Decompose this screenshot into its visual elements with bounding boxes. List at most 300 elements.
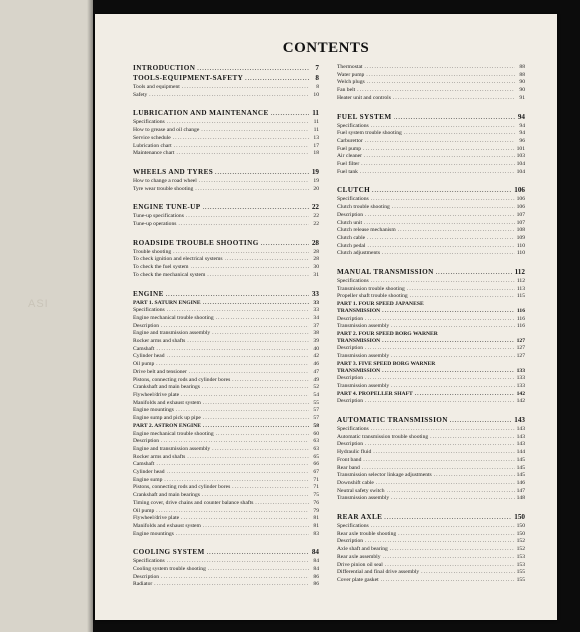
toc-entry-title: Engine mountings xyxy=(133,530,174,537)
toc-entry xyxy=(337,243,525,251)
toc-page-number: 133 xyxy=(516,375,525,382)
toc-leader-dots xyxy=(390,546,515,554)
toc-page-number: 63 xyxy=(313,445,319,452)
toc-entry-title: ENGINE TUNE-UP xyxy=(133,203,201,212)
toc-entry xyxy=(337,523,525,531)
toc-page-number: 60 xyxy=(313,430,319,437)
toc-leader-dots xyxy=(387,488,515,496)
toc-entry xyxy=(133,369,319,377)
toc-entry xyxy=(133,127,319,135)
toc-section xyxy=(133,109,319,158)
toc-entry xyxy=(133,330,319,338)
toc-entry-title: Description xyxy=(337,538,364,545)
toc-entry xyxy=(133,135,319,143)
toc-entry-title: COOLING SYSTEM xyxy=(133,548,205,557)
toc-entry xyxy=(337,146,525,154)
toc-entry xyxy=(133,461,319,469)
toc-entry-title: PART 2. FOUR SPEED BORG WARNER xyxy=(337,330,438,337)
toc-page-number: 75 xyxy=(313,492,319,499)
toc-page-number: 57 xyxy=(313,415,319,422)
toc-entry-title: Clutch adjustments xyxy=(337,250,381,257)
toc-entry-title: Description xyxy=(337,441,364,448)
toc-leader-dots xyxy=(373,449,514,457)
toc-entry-title: Crankshaft and main bearings xyxy=(133,492,200,499)
toc-leader-dots xyxy=(195,186,309,194)
toc-entry-title: Tune-up operations xyxy=(133,221,177,228)
toc-entry-title: TRANSMISSION xyxy=(337,337,381,344)
toc-page-number: 39 xyxy=(313,338,319,345)
toc-leader-dots xyxy=(365,138,515,146)
toc-entry-title: PART 3. FIVE SPEED BORG WARNER xyxy=(337,360,436,367)
toc-leader-dots xyxy=(434,472,515,480)
toc-page-number: 116 xyxy=(516,315,525,322)
toc-page-number: 150 xyxy=(516,523,525,530)
toc-leader-dots xyxy=(187,454,309,462)
toc-section-heading xyxy=(337,513,525,523)
toc-leader-dots xyxy=(202,492,309,500)
toc-leader-dots xyxy=(203,400,309,408)
toc-entry-title: Hydraulic fluid xyxy=(337,449,372,456)
toc-leader-dots xyxy=(367,79,515,87)
toc-entry xyxy=(337,64,525,72)
toc-page-number: 145 xyxy=(516,464,525,471)
toc-section-heading xyxy=(133,64,319,74)
toc-entry-title: Heater unit and controls xyxy=(337,94,391,101)
toc-leader-dots xyxy=(382,308,515,316)
toc-page-number: 7 xyxy=(315,64,319,72)
toc-page-number: 30 xyxy=(313,264,319,271)
toc-leader-dots xyxy=(167,353,309,361)
toc-entry xyxy=(133,384,319,392)
toc-page-number: 113 xyxy=(516,285,525,292)
toc-entry-title: Specifications xyxy=(133,307,165,314)
toc-page-number: 94 xyxy=(519,130,525,137)
toc-section xyxy=(337,268,525,406)
toc-entry-title: Neutral safety switch xyxy=(337,487,385,494)
toc-entry-title: Clutch trouble shooting xyxy=(337,204,390,211)
toc-entry xyxy=(133,338,319,346)
toc-page-number: 101 xyxy=(516,145,525,152)
toc-entry-title: Manifolds and exhaust system xyxy=(133,522,201,529)
toc-entry-title: AUTOMATIC TRANSMISSION xyxy=(337,416,448,425)
toc-section-heading xyxy=(133,290,319,300)
toc-section xyxy=(133,548,319,589)
contents-left-column xyxy=(133,64,319,599)
toc-entry xyxy=(133,353,319,361)
toc-leader-dots xyxy=(156,508,309,516)
toc-entry xyxy=(337,434,525,442)
toc-entry xyxy=(133,186,319,194)
toc-entry-title: TOOLS-EQUIPMENT-SAFETY xyxy=(133,74,244,82)
toc-entry-title: Transmission selector linkage adjustments xyxy=(337,472,432,479)
toc-leader-dots xyxy=(186,213,309,221)
toc-leader-dots xyxy=(207,548,309,558)
toc-page-number: 133 xyxy=(516,367,525,374)
toc-entry-title: Clutch pedal xyxy=(337,242,366,249)
toc-page-number: 152 xyxy=(516,538,525,545)
toc-leader-dots xyxy=(245,74,309,84)
toc-leader-dots xyxy=(393,95,515,103)
toc-page-number: 116 xyxy=(516,323,525,330)
toc-leader-dots xyxy=(371,123,515,131)
toc-entry-title: Specifications xyxy=(133,558,165,565)
toc-entry-title: Rear band xyxy=(337,464,360,471)
toc-entry xyxy=(133,213,319,221)
toc-leader-dots xyxy=(208,566,309,574)
toc-entry-title: Differential and final drive assembly xyxy=(337,569,420,576)
toc-entry xyxy=(133,150,319,158)
toc-page-number: 22 xyxy=(313,221,319,228)
toc-entry-title: Specifications xyxy=(337,196,369,203)
toc-entry-title: Description xyxy=(133,438,160,445)
toc-section xyxy=(133,239,319,280)
toc-entry xyxy=(133,119,319,127)
toc-page-number: 71 xyxy=(313,476,319,483)
toc-entry-title: Engine mechanical trouble shooting xyxy=(133,430,214,437)
toc-page-number: 153 xyxy=(516,553,525,560)
toc-entry xyxy=(337,293,525,301)
toc-entry xyxy=(337,220,525,228)
toc-entry-title: Engine mechanical trouble shooting xyxy=(133,314,214,321)
toc-leader-dots xyxy=(203,300,309,308)
toc-page-number: 19 xyxy=(311,167,319,176)
toc-entry xyxy=(337,138,525,146)
toc-page-number: 8 xyxy=(315,74,319,82)
toc-section xyxy=(133,168,319,193)
toc-entry-title: Lubrication chart xyxy=(133,142,172,149)
toc-page-number: 143 xyxy=(514,416,525,425)
toc-page-number: 104 xyxy=(516,168,525,175)
toc-entry xyxy=(337,153,525,161)
page-title: CONTENTS xyxy=(282,40,370,56)
toc-entry-title: Water pump xyxy=(337,71,365,78)
toc-entry xyxy=(133,221,319,229)
toc-page-number: 116 xyxy=(516,307,525,314)
toc-leader-dots xyxy=(156,346,309,354)
toc-entry xyxy=(133,515,319,523)
toc-entry-title: Description xyxy=(133,573,160,580)
toc-entry xyxy=(133,407,319,415)
toc-entry-title: Flywheel/drive plate xyxy=(133,515,180,522)
toc-leader-dots xyxy=(178,221,309,229)
toc-page-number: 106 xyxy=(516,204,525,211)
toc-leader-dots xyxy=(367,243,514,251)
toc-page-number: 18 xyxy=(313,150,319,157)
toc-entry-title: Manifolds and exhaust system xyxy=(133,399,201,406)
toc-leader-dots xyxy=(255,500,309,508)
toc-page-number: 11 xyxy=(313,119,319,126)
toc-entry-title: Tools and equipment xyxy=(133,84,180,90)
toc-entry xyxy=(133,346,319,354)
toc-page-number: 10 xyxy=(313,91,319,98)
toc-entry xyxy=(337,169,525,177)
toc-leader-dots xyxy=(362,465,515,473)
toc-leader-dots xyxy=(203,423,309,431)
toc-section-heading xyxy=(337,416,525,426)
toc-entry xyxy=(133,84,319,92)
toc-leader-dots xyxy=(176,531,309,539)
toc-entry-title: Engine and transmission assembly xyxy=(133,330,211,337)
toc-page-number: 33 xyxy=(311,289,319,298)
toc-entry xyxy=(337,383,525,391)
toc-page-number: 63 xyxy=(313,438,319,445)
toc-entry xyxy=(133,415,319,423)
toc-entry-title: TRANSMISSION xyxy=(337,367,381,374)
toc-entry-title: Rear axle trouble shooting xyxy=(337,530,397,537)
toc-leader-dots xyxy=(166,290,309,300)
toc-section xyxy=(337,64,525,103)
toc-section xyxy=(337,416,525,503)
toc-section-heading xyxy=(337,268,525,278)
toc-entry xyxy=(337,531,525,539)
toc-leader-dots xyxy=(371,278,515,286)
toc-entry-title: Flywheel/drive plate xyxy=(133,391,180,398)
toc-page-number: 65 xyxy=(313,453,319,460)
toc-entry-title: Tune-up specifications xyxy=(133,213,184,220)
toc-entry-title: Specifications xyxy=(133,119,165,126)
toc-leader-dots xyxy=(176,150,309,158)
toc-entry-title: Front band xyxy=(337,456,362,463)
toc-section xyxy=(133,203,319,228)
toc-leader-dots xyxy=(181,515,309,523)
toc-leader-dots xyxy=(365,398,515,406)
toc-entry xyxy=(337,480,525,488)
contents-right-column xyxy=(337,64,525,595)
toc-leader-dots xyxy=(201,127,309,135)
toc-entry-title: How to grease and oil change xyxy=(133,127,200,134)
toc-entry xyxy=(337,398,525,406)
toc-entry-title: Description xyxy=(133,322,160,329)
toc-entry-title: Cylinder head xyxy=(133,353,165,360)
toc-leader-dots xyxy=(384,513,512,523)
toc-entry-title: LUBRICATION AND MAINTENANCE xyxy=(133,109,269,118)
toc-entry-title: Engine mountings xyxy=(133,407,174,414)
toc-leader-dots xyxy=(156,461,309,469)
toc-entry-title: PART 4. PROPELLER SHAFT xyxy=(337,390,413,397)
toc-page-number: 127 xyxy=(516,337,525,344)
toc-entry xyxy=(337,546,525,554)
toc-entry-title: ROADSIDE TROUBLE SHOOTING xyxy=(133,238,259,247)
toc-leader-dots xyxy=(149,92,309,100)
toc-entry-title: Radiator xyxy=(133,581,153,588)
toc-leader-dots xyxy=(372,186,512,196)
toc-entry xyxy=(133,307,319,315)
toc-leader-dots xyxy=(371,523,515,531)
toc-leader-dots xyxy=(361,161,514,169)
toc-page-number: 150 xyxy=(514,513,525,522)
toc-leader-dots xyxy=(367,235,514,243)
toc-leader-dots xyxy=(174,143,309,151)
toc-entry-title: Fuel system trouble shooting xyxy=(337,130,402,137)
toc-entry-title: Clutch unit xyxy=(337,219,363,226)
toc-leader-dots xyxy=(450,416,512,426)
toc-page-number: 49 xyxy=(313,376,319,383)
toc-entry xyxy=(133,438,319,446)
toc-entry xyxy=(337,488,525,496)
toc-leader-dots xyxy=(261,239,309,249)
toc-entry-title: Drive belt and tensioner xyxy=(133,368,187,375)
toc-page-number: 55 xyxy=(313,399,319,406)
toc-entry-title: Safety xyxy=(133,91,148,98)
toc-leader-dots xyxy=(189,369,309,377)
toc-entry xyxy=(337,441,525,449)
toc-entry-title: Pistons, connecting rods and cylinder bores xyxy=(133,484,231,491)
toc-leader-dots xyxy=(363,457,514,465)
toc-page-number: 40 xyxy=(313,345,319,352)
toc-entry-title: Pistons, connecting rods and cylinder bores xyxy=(133,376,231,383)
toc-page-number: 31 xyxy=(313,271,319,278)
toc-page-number: 22 xyxy=(313,213,319,220)
toc-page-number: 28 xyxy=(313,248,319,255)
toc-page-number: 143 xyxy=(516,426,525,433)
toc-page-number: 11 xyxy=(313,127,319,134)
toc-leader-dots xyxy=(173,249,309,257)
toc-entry xyxy=(133,178,319,186)
toc-entry-title: INTRODUCTION xyxy=(133,64,196,72)
toc-page-number: 84 xyxy=(313,566,319,573)
toc-entry-title: Cooling system trouble shooting xyxy=(133,566,206,573)
toc-entry-title: Axle shaft and bearing xyxy=(337,546,388,553)
toc-entry xyxy=(133,454,319,462)
toc-entry-title: Transmission assembly xyxy=(337,353,390,360)
toc-leader-dots xyxy=(187,338,309,346)
toc-entry xyxy=(133,531,319,539)
toc-page-number: 152 xyxy=(516,546,525,553)
toc-entry xyxy=(133,92,319,100)
toc-page-number: 106 xyxy=(516,196,525,203)
toc-page-number: 155 xyxy=(516,576,525,583)
toc-leader-dots xyxy=(164,477,309,485)
toc-page-number: 88 xyxy=(519,64,525,70)
toc-entry xyxy=(337,123,525,131)
toc-entry xyxy=(337,538,525,546)
toc-entry-title: Clutch cable xyxy=(337,234,366,241)
toc-entry-title: Transmission trouble shooting xyxy=(337,285,405,292)
toc-entry-title: Specifications xyxy=(337,523,369,530)
toc-page-number: 104 xyxy=(516,161,525,168)
toc-entry-title: Specifications xyxy=(337,426,369,433)
toc-section-heading xyxy=(337,186,525,196)
toc-page-number: 142 xyxy=(516,390,525,397)
toc-leader-dots xyxy=(225,256,309,264)
toc-entry-title: Camshaft xyxy=(133,461,155,468)
toc-leader-dots xyxy=(382,338,514,346)
toc-leader-dots xyxy=(199,178,309,186)
toc-page-number: 88 xyxy=(519,71,525,78)
toc-leader-dots xyxy=(232,377,309,385)
toc-entry-title: Fan belt xyxy=(337,87,356,94)
toc-leader-dots xyxy=(398,227,515,235)
facing-page xyxy=(0,0,93,632)
toc-leader-dots xyxy=(392,204,515,212)
toc-leader-dots xyxy=(363,146,515,154)
toc-entry xyxy=(337,72,525,80)
toc-leader-dots xyxy=(365,316,515,324)
toc-page-number: 22 xyxy=(311,203,319,212)
toc-leader-dots xyxy=(203,415,309,423)
toc-entry-title: Description xyxy=(337,345,364,352)
toc-page-number: 38 xyxy=(313,330,319,337)
toc-page-number: 54 xyxy=(313,391,319,398)
toc-entry-title: Downshift cable xyxy=(337,479,374,486)
toc-page-number: 79 xyxy=(313,507,319,514)
toc-leader-dots xyxy=(167,558,309,566)
toc-leader-dots xyxy=(391,323,515,331)
toc-entry xyxy=(337,130,525,138)
toc-entry-title: Timing cover, drive chains and counter balance shafts xyxy=(133,499,254,506)
toc-page-number: 46 xyxy=(313,361,319,368)
toc-page-number: 76 xyxy=(313,499,319,506)
toc-entry xyxy=(337,426,525,434)
toc-page-number: 107 xyxy=(516,219,525,226)
toc-leader-dots xyxy=(436,268,513,278)
toc-entry xyxy=(337,278,525,286)
toc-section xyxy=(337,186,525,258)
toc-leader-dots xyxy=(365,212,515,220)
toc-entry-title: Automatic transmission trouble shooting xyxy=(337,433,429,440)
toc-entry-title: PART 1. SATURN ENGINE xyxy=(133,299,201,306)
toc-page-number: 147 xyxy=(516,487,525,494)
toc-entry xyxy=(337,375,525,383)
toc-entry xyxy=(337,95,525,103)
toc-leader-dots xyxy=(232,484,309,492)
toc-entry xyxy=(133,272,319,280)
toc-page-number: 58 xyxy=(313,422,319,429)
toc-page-number: 144 xyxy=(516,449,525,456)
toc-entry xyxy=(337,465,525,473)
toc-entry-title: Service schedule xyxy=(133,134,171,141)
toc-page-number: 8 xyxy=(316,84,319,90)
toc-page-number: 112 xyxy=(516,278,525,285)
toc-entry-title: Crankshaft and main bearings xyxy=(133,384,200,391)
toc-leader-dots xyxy=(398,531,514,539)
toc-entry xyxy=(337,323,525,331)
toc-page-number: 28 xyxy=(311,238,319,247)
toc-leader-dots xyxy=(366,72,515,80)
toc-page-number: 148 xyxy=(516,495,525,502)
toc-entry xyxy=(337,391,525,399)
toc-entry-title: Oil pump xyxy=(133,507,155,514)
toc-entry xyxy=(133,446,319,454)
toc-leader-dots xyxy=(391,383,514,391)
toc-page-number: 86 xyxy=(313,573,319,580)
toc-entry xyxy=(133,484,319,492)
toc-leader-dots xyxy=(182,84,309,92)
toc-entry xyxy=(337,161,525,169)
toc-leader-dots xyxy=(271,109,309,119)
toc-entry xyxy=(337,353,525,361)
toc-leader-dots xyxy=(394,113,515,123)
toc-section-heading xyxy=(133,239,319,249)
toc-page-number: 146 xyxy=(516,479,525,486)
toc-leader-dots xyxy=(383,554,515,562)
toc-leader-dots xyxy=(173,135,309,143)
toc-entry-title: Oil pump xyxy=(133,361,155,368)
toc-section-heading xyxy=(133,109,319,119)
toc-page-number: 112 xyxy=(514,268,525,277)
toc-entry-title: Description xyxy=(337,398,364,405)
toc-leader-dots xyxy=(197,64,309,74)
toc-entry xyxy=(133,492,319,500)
toc-entry-title: Rear axle assembly xyxy=(337,553,381,560)
toc-leader-dots xyxy=(421,569,514,577)
toc-leader-dots xyxy=(364,220,515,228)
toc-entry-title: Cylinder head xyxy=(133,469,165,476)
toc-entry-title: Thermostat xyxy=(337,64,363,70)
toc-entry xyxy=(133,477,319,485)
toc-section-heading xyxy=(133,74,319,84)
toc-leader-dots xyxy=(365,375,515,383)
